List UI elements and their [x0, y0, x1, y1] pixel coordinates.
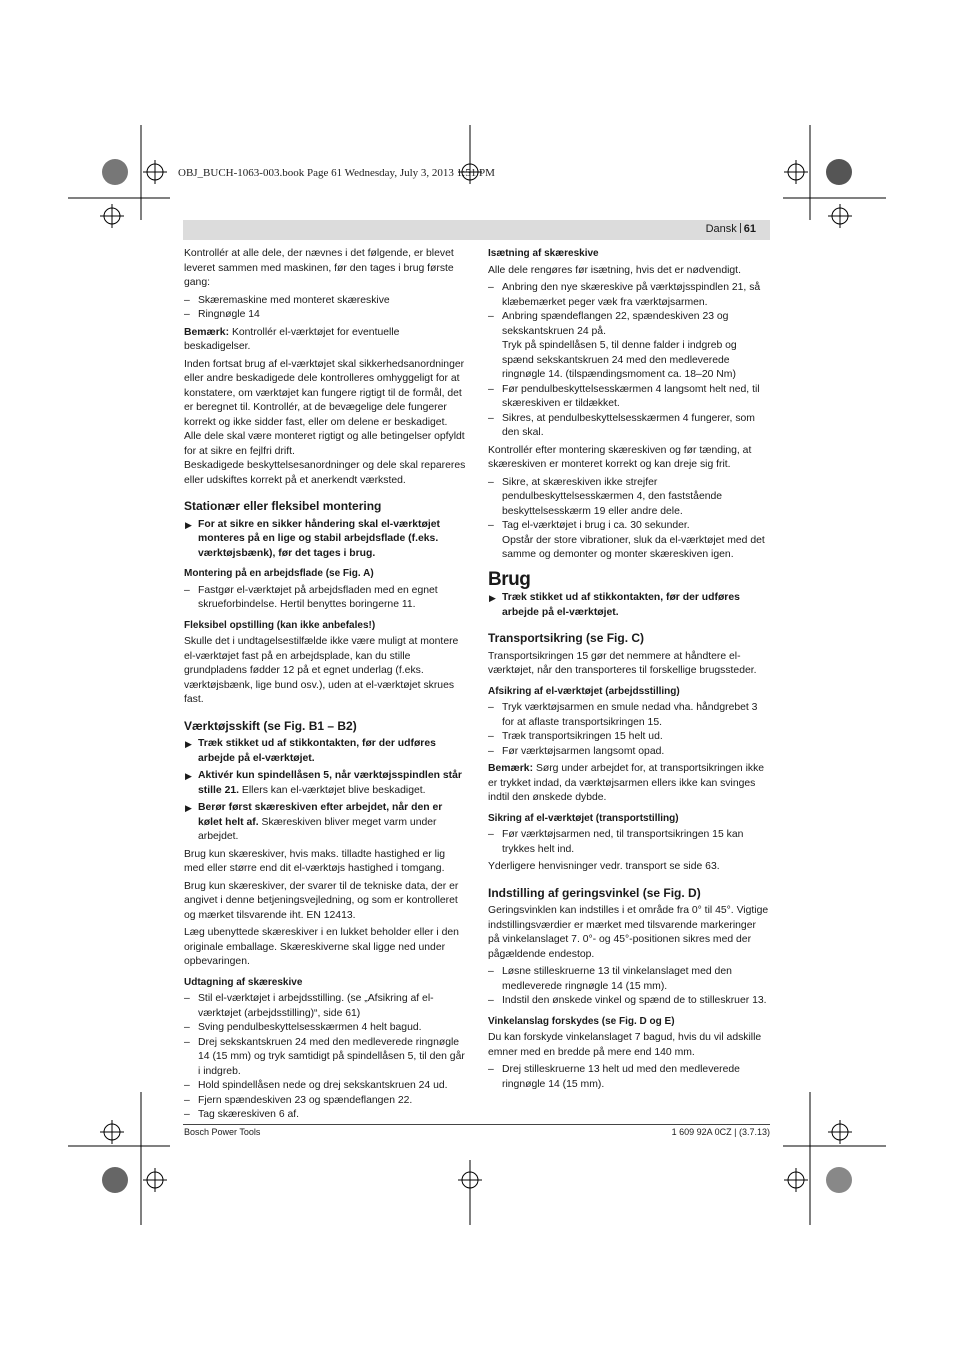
sub-heading: Montering på en arbejdsflade (se Fig. A)	[184, 568, 374, 579]
right-column	[488, 247, 770, 1092]
footer-brand: Bosch Power Tools	[184, 1127, 261, 1137]
fence-paragraph: Du kan forskyde vinkelanslaget 7 bagud, hvis du vil adskille emner med en bredde på mere end 140 mm.	[488, 1032, 762, 1058]
section-heading: Værktøjsskift (se Fig. B1 – B2)	[184, 718, 357, 733]
list-item: – Indstil den ønskede vinkel og spænd de to stilleskruer 13.	[488, 995, 767, 1006]
section-heading: Transportsikring (se Fig. C)	[488, 631, 645, 645]
header-language: Dansk	[705, 223, 737, 235]
repair-paragraph: Beskadigede beskyttelsesanordninger og dele skal repareres eller udskiftes korrekt på et anerkendt værksted.	[184, 460, 466, 486]
list-item: – Hold spindellåsen nede og drej sekskantskruen 24 ud.	[184, 1080, 448, 1091]
page-number: 61	[743, 223, 756, 235]
speed-paragraph: Brug kun skæreskiver, hvis maks. tilladte hastighed er lig med eller større end dit el-værktøjs hastighed i tomgang.	[184, 848, 446, 874]
list-item: – Skæremaskine med monteret skæreskive	[184, 294, 390, 306]
list-item: – Anbring den nye skæreskive på værktøjsspindlen 21, så klæbemærket peger væk fra værktøjsarmen.	[488, 282, 761, 308]
note: Bemærk: Kontrollér el-værktøjet for eventuelle beskadigelser.	[184, 326, 400, 352]
warning-item: ▶ Berør først skæreskiven efter arbejdet, når den er kølet helt af. Skæreskiven bliver meget varm under arbejdet.	[185, 802, 443, 842]
section-heading: Stationær eller fleksibel montering	[184, 499, 382, 513]
sub-heading: Vinkelanslag forskydes (se Fig. D og E)	[488, 1015, 675, 1027]
check-paragraph: Inden fortsat brug af el-værktøjet skal sikkerhedsanordninger eller andre beskadigede dele kontrolleres omhyggeligt for at konstatere, om værktøjet kan fungere rigtigt til de formål, det er beregnet til. Kontrollér, at de bevægelige dele fungerer korrekt og ikke sidder fast, eller om delene er beskadiget. Alle dele skal være monteret rigtigt og alle betingelser opfyldt for at sikre en fejlfri drift.	[184, 358, 465, 457]
list-item: – Drej sekskantskruen 24 med den medleverede ringnøgle 14 (15 mm) og tryk samtidigt på spindellåsen 5, til den går i indgreb.	[184, 1036, 465, 1077]
warning-item: ▶ For at sikre en sikker håndering skal el-værktøjet monteres på en lige og stabil arbejdsflade (f.eks. værktøjsbænk), før det tages i brug.	[185, 518, 440, 559]
list-item: – Tag el-værktøjet i brug i ca. 30 sekunder.	[488, 520, 690, 531]
list-item: – Træk transportsikringen 15 helt ud.	[488, 731, 663, 742]
transport-paragraph: Transportsikringen 15 gør det nemmere at håndtere el-værktøjet, når den transporteres til forskellige brugssteder.	[488, 650, 757, 676]
list-item-sub: Tryk på spindellåsen 5, til denne falder i indgreb og spænd sekskantskruen 24 med den medleverede ringnøgle 14. (tilspændingsmoment ca. 18–20 Nm)	[502, 340, 737, 380]
chapter-heading: Brug	[488, 568, 531, 590]
insert-intro: Alle dele rengøres før isætning, hvis det er nødvendigt.	[488, 264, 741, 276]
transport-reference: Yderligere henvisninger vedr. transport se side 63.	[488, 861, 720, 872]
list-item: – Anbring spændeflangen 22, spændeskiven 23 og sekskantskruen 24 på.	[488, 311, 729, 337]
intro-text: Kontrollér at alle dele, der nævnes i det følgende, er blevet leveret sammen med maskinen, før den tages i brug første gang:	[184, 248, 454, 288]
store-paragraph: Læg ubenyttede skæreskiver i en lukket beholder eller i den originale emballage. Skæreskiverne skal ligge ned under opbevaringen.	[184, 927, 459, 967]
list-item: – Drej stilleskruerne 13 helt ud med den medleverede ringnøgle 14 (15 mm).	[488, 1064, 740, 1090]
check-paragraph: Kontrollér efter montering skæreskiven og før tænding, at skæreskiven er monteret korrekt og kan dreje sig frit.	[488, 444, 752, 470]
warning-item: ▶ Aktivér kun spindellåsen 5, når værktøjsspindlen står stille 21. Ellers kan el-værktøjet blive beskadiget.	[185, 770, 462, 796]
list-item: – Fjern spændeskiven 23 og spændeflangen 22.	[184, 1094, 413, 1106]
list-item: – Før værktøjsarmen ned, til transportsikringen 15 kan trykkes helt ind.	[488, 829, 744, 855]
flex-paragraph: Skulle det i undtagelsestilfælde ikke være muligt at montere el-værktøjet fast på en arbejdsplade, kan du stille grundpladens fødder 12 på et egnet underlag (f.eks. værktøjsbænk, lige bund osv.), uden at el-værktøjet skrues fast.	[184, 636, 459, 705]
list-item: – Før værktøjsarmen langsomt opad.	[488, 745, 665, 757]
list-item: – Tag skæreskiven 6 af.	[184, 1109, 300, 1120]
list-item: – Ringnøgle 14	[184, 309, 260, 320]
note: Bemærk: Sørg under arbejdet for, at transportsikringen ikke er trykket indad, da værktøjsarmen ellers ikke kan svinges indtil den ønskede dybde.	[488, 763, 765, 803]
footer-doc-number: 1 609 92A 0CZ | (3.7.13)	[671, 1127, 770, 1137]
warning-item: ▶ Træk stikket ud af stikkontakten, før der udføres arbejde på el-værktøjet.	[185, 738, 436, 764]
list-item: – Før pendulbeskyttelsesskærmen 4 langsomt helt ned, til skæreskiven er tildækket.	[488, 383, 760, 409]
print-info: OBJ_BUCH-1063-003.book Page 61 Wednesday, July 3, 2013 1:51 PM	[178, 167, 495, 179]
list-item-sub: Opstår der store vibrationer, sluk da el-værktøjet med det samme og demonter og monter skæreskiven igen.	[502, 534, 765, 560]
list-item: – Fastgør el-værktøjet på arbejdsfladen med en egnet skrueforbindelse. Hertil benyttes boringerne 11.	[184, 584, 438, 610]
left-column	[184, 247, 466, 1123]
footer-divider	[183, 1124, 770, 1125]
section-heading: Indstilling af geringsvinkel (se Fig. D)	[488, 885, 701, 900]
warning-item: ▶ Træk stikket ud af stikkontakten, før der udføres arbejde på el-værktøjet.	[489, 592, 740, 618]
sub-heading: Isætning af skæreskive	[488, 248, 599, 259]
list-item: – Stil el-værktøjet i arbejdsstilling. (se „Afsikring af el-værktøjet (arbejdsstilling)“, side 61)	[184, 993, 434, 1019]
page-header	[183, 220, 770, 240]
list-item: – Tryk værktøjsarmen en smule nedad vha. håndgrebet 3 for at aflaste transportsikringen 15.	[488, 702, 758, 728]
list-item: – Løsne stilleskruerne 13 til vinkelanslaget med den medleverede ringnøgle 14 (15 mm).	[488, 966, 732, 992]
sub-heading: Afsikring af el-værktøjet (arbejdsstilling)	[488, 685, 680, 697]
sub-heading: Fleksibel opstilling (kan ikke anbefales!)	[184, 619, 376, 631]
list-item: – Sikres, at pendulbeskyttelsesskærmen 4 fungerer, som den skal.	[488, 412, 755, 438]
spec-paragraph: Brug kun skæreskiver, der svarer til de tekniske data, der er angivet i denne betjeningsvejledning, og som er kontrolleret og mærket tilsvarende iht. EN 12413.	[184, 880, 459, 921]
sub-heading: Sikring af el-værktøjet (transportstilling)	[488, 812, 679, 824]
list-item: – Sikre, at skæreskiven ikke strejfer pendulbeskyttelsesskærmen 4, den faststående beskyttelsesskærm 19 eller andre dele.	[488, 476, 723, 517]
list-item: – Sving pendulbeskyttelsesskærmen 4 helt bagud.	[184, 1022, 422, 1033]
sub-heading: Udtagning af skæreskive	[184, 976, 303, 988]
miter-paragraph: Geringsvinklen kan indstilles i et område fra 0° til 45°. Vigtige indstillingsværdier er mærket med tilsvarende markeringer på vinkelanslaget 7. 0°- og 45°-positionen sikres med der pågældende endestop.	[488, 905, 769, 960]
